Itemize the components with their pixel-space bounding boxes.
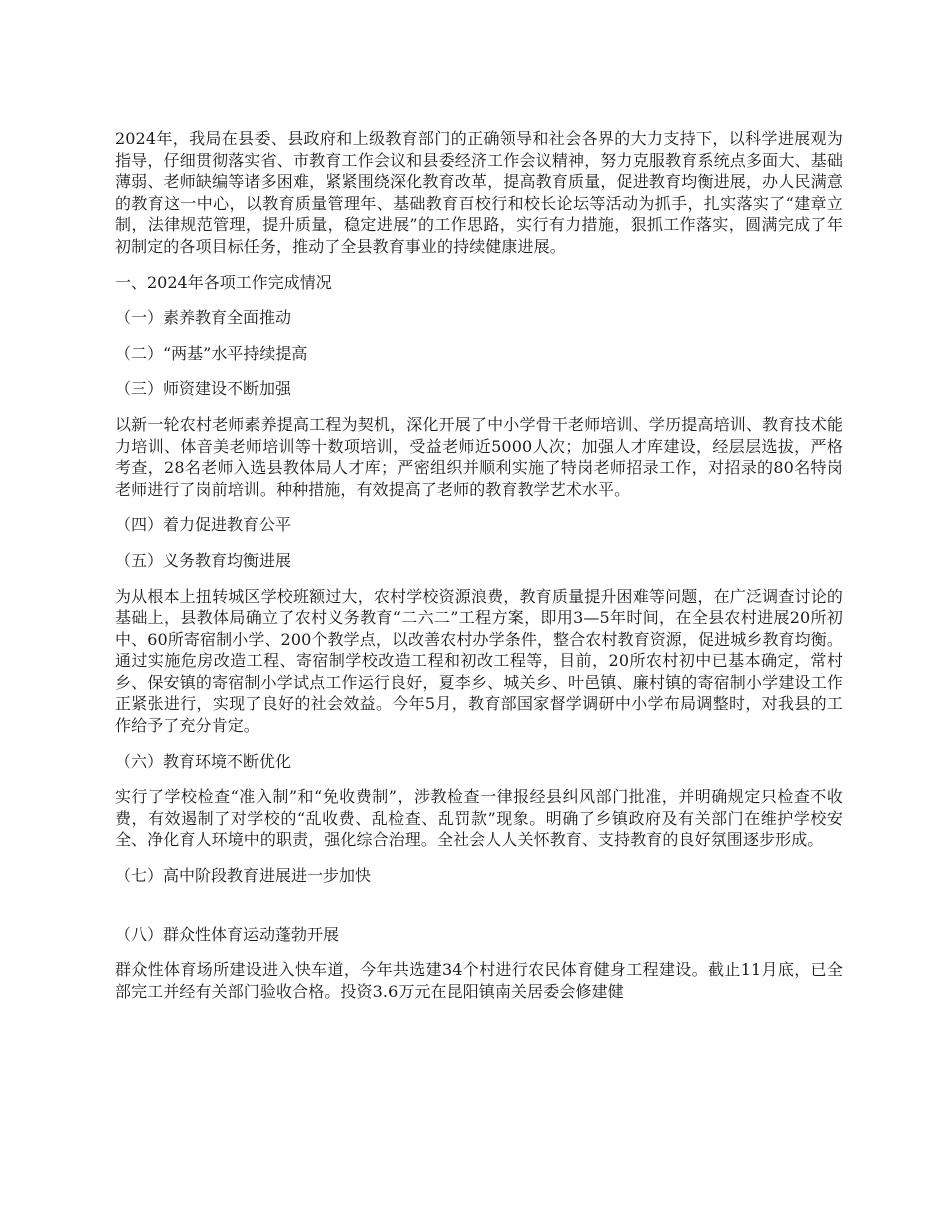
subheading-4: （四）着力促进教育公平	[115, 515, 292, 535]
subheading-7: （七）高中阶段教育进展进一步加快	[115, 866, 372, 886]
subheading-8: （八）群众性体育运动蓬勃开展	[115, 924, 340, 944]
document-body	[115, 128, 843, 1016]
paragraph-mass-sports: 群众性体育场所建设进入快车道，今年共选建34个村进行农民体育健身工程建设。截止11月底，已全部完工并经有关部门验收合格。投资3.6万元在昆阳镇南关居委会修建健	[115, 960, 843, 1001]
subheading-5: （五）义务教育均衡进展	[115, 550, 292, 570]
section-title: 一、2024年各项工作完成情况	[115, 272, 332, 292]
subheading-2: （二）“两基”水平持续提高	[115, 343, 308, 363]
paragraph-teacher-training: 以新一轮农村老师素养提高工程为契机，深化开展了中小学骨干老师培训、学历提高培训、教育技术能力培训、体音美老师培训等十数项培训，受益老师近5000人次；加强人才库建设，经层层选拔，严格考查，28名老师入选县教体局人才库；严密组织并顺利实施了特岗老师招录工作，对招录的80名特岗老师进行了岗前培训。种种措施，有效提高了老师的教育教学艺术水平。	[115, 414, 843, 499]
intro-paragraph: 2024年，我局在县委、县政府和上级教育部门的正确领导和社会各界的大力支持下，以科学进展观为指导，仔细贯彻落实省、市教育工作会议和县委经济工作会议精神，努力克服教育系统点多面大、基础薄弱、老师缺编等诸多困难，紧紧围绕深化教育改革，提高教育质量，促进教育均衡进展，办人民满意的教育这一中心，以教育质量管理年、基础教育百校行和校长论坛等活动为抓手，扎实落实了“建章立制，法律规范管理，提升质量，稳定进展”的工作思路，实行有力措施，狠抓工作落实，圆满完成了年初制定的各项目标任务，推动了全县教育事业的持续健康进展。	[115, 129, 843, 256]
subheading-6: （六）教育环境不断优化	[115, 751, 292, 771]
paragraph-education-environment: 实行了学校检查“准入制”和“免收费制”，涉教检查一律报经县纠风部门批准，并明确规定只检查不收费，有效遏制了对学校的“乱收费、乱检查、乱罚款”现象。明确了乡镇政府及有关部门在维护学校安全、净化育人环境中的职责，强化综合治理。全社会人人关怀教育、支持教育的良好氛围逐步形成。	[115, 787, 843, 850]
subheading-1: （一）素养教育全面推动	[115, 308, 292, 328]
paragraph-compulsory-education: 为从根本上扭转城区学校班额过大，农村学校资源浪费，教育质量提升困难等问题，在广泛调查讨论的基础上，县教体局确立了农村义务教育“二六二”工程方案，即用3—5年时间，在全县农村进展20所初中、60所寄宿制小学、200个教学点，以改善农村办学条件，整合农村教育资源，促进城乡教育均衡。通过实施危房改造工程、寄宿制学校改造工程和初改工程等，目前，20所农村初中已基本确定，常村乡、保安镇的寄宿制小学试点工作运行良好，夏李乡、城关乡、叶邑镇、廉村镇的寄宿制小学建设工作正紧张进行，实现了良好的社会效益。今年5月，教育部国家督学调研中小学布局调整时，对我县的工作给予了充分肯定。	[115, 586, 843, 736]
subheading-3: （三）师资建设不断加强	[115, 379, 292, 399]
